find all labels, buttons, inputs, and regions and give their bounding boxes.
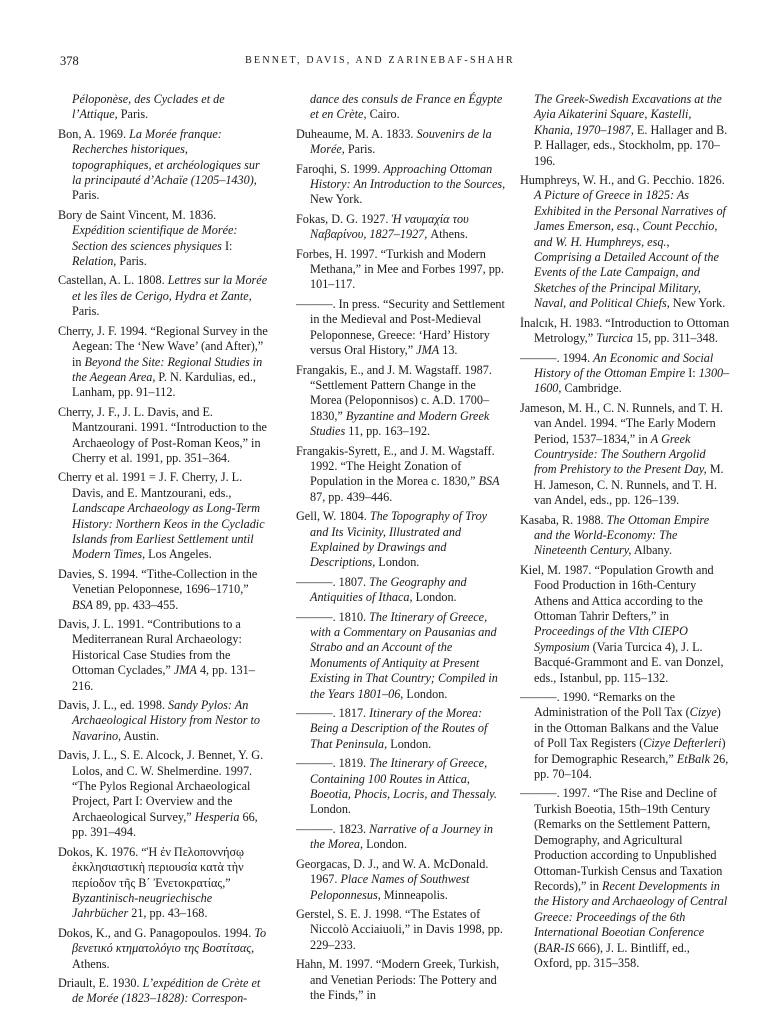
bibliography-entry: Davis, J. L. 1991. “Contributions to a Mediterranean Rural Archaeology: Historical Case Studies from the Ottoman Cyclades,” JMA 4, pp. 131–216. (58, 617, 255, 693)
bibliography-entry: Gerstel, S. E. J. 1998. “The Estates of Niccolò Acciaiuoli,” in Davis 1998, pp. 229–233. (296, 906, 503, 952)
bibliography-entry: Humphreys, W. H., and G. Pecchio. 1826. A Picture of Greece in 1825: As Exhibited in the Personal Narratives of James Emerson, esq., Count Pecchio, and W. H. Humphreys, esq., Comprising a Detailed Account of the Events of the Late Campaign, and Sketches of the Principal Military, Naval, and Political Chiefs, New York. (520, 173, 726, 311)
bibliography-entry: Bon, A. 1969. La Morée franque: Recherches historiques, topographiques, et archéologiques sur la principauté d’Achaïe (1205–1430), Paris. (58, 126, 260, 203)
bibliography-entry: Dokos, K., and G. Panagopoulos. 1994. Το βενετικό κτηματολόγιο της Βοστίτσας, Athens. (58, 925, 267, 971)
bibliography-entry: Kiel, M. 1987. “Population Growth and Food Production in 16th-Century Athens and Attica according to the Ottoman Tahrir Defters,” in Proceedings of the VIth CIEPO Symposium (Varia Turcica 4), J. L. Bacqué-Grammont and E. van Donzel, eds., Istanbul, pp. 115–132. (520, 562, 724, 685)
bibliography-entry: ———. 1817. Itinerary of the Morea: Being a Description of the Routes of That Peninsula, London. (296, 706, 488, 751)
bibliography-entry: Driault, E. 1930. L’expédition de Crète et de Morée (1823–1828): Correspon- (58, 975, 261, 1006)
bibliography-entry: Georgacas, D. J., and W. A. McDonald. 1967. Place Names of Southwest Peloponnesus, Minneapolis. (296, 856, 489, 902)
bibliography-column-3 (520, 92, 730, 975)
bibliography-entry: Cherry, J. F., J. L. Davis, and E. Mantzourani. 1991. “Introduction to the Archaeology of Post-Roman Keos,” in Cherry et al. 1991, pp. 351–364. (58, 404, 267, 465)
bibliography-entry: Kasaba, R. 1988. The Ottoman Empire and the World-Economy: The Nineteenth Century, Albany. (520, 512, 710, 558)
bibliography-entry: Faroqhi, S. 1999. Approaching Ottoman History: An Introduction to the Sources, New York. (296, 161, 506, 207)
bibliography-entry: Jameson, M. H., C. N. Runnels, and T. H. van Andel. 1994. “The Early Modern Period, 1537–1834,” in A Greek Countryside: The Southern Argolid from Prehistory to the Present Day, M. H. Jameson, C. N. Runnels, and T. H. van Andel, eds., pp. 126–139. (520, 400, 724, 508)
bibliography-entry: Frangakis, E., and J. M. Wagstaff. 1987. “Settlement Pattern Change in the Morea (Peloponnisos) c. A.D. 1700–1830,” Byzantine and Modern Greek Studies 11, pp. 163–192. (296, 362, 492, 439)
bibliography-entry: Duheaume, M. A. 1833. Souvenirs de la Morée, Paris. (296, 126, 492, 157)
bibliography-entry: ———. 1997. “The Rise and Decline of Turkish Boeotia, 15th–19th Century (Remarks on the Settlement Pattern, Demography, and Agricultural Production according to Unpublished Ottoman-Turkish Census and Taxation Records),” in Recent Developments in the History and Archaeology of Central Greece: Proceedings of the 6th International Boeotian Conference (BAR-IS 666), J. L. Bintliff, ed., Oxford, pp. 315–358. (520, 786, 728, 970)
bibliography-entry: ———. 1990. “Remarks on the Administration of the Poll Tax (Cizye) in the Ottoman Balkans and the Value of Poll Tax Registers (Cizye Defterleri) for Demographic Research,” EtBalk 26, pp. 70–104. (520, 690, 729, 782)
bibliography-entry: Forbes, H. 1997. “Turkish and Modern Methana,” in Mee and Forbes 1997, pp. 101–117. (296, 246, 504, 292)
bibliography-entry: Cherry, J. F. 1994. “Regional Survey in the Aegean: The ‘New Wave’ (and After),” in Beyond the Site: Regional Studies in the Aegean Area, P. N. Kardulias, ed., Lanham, pp. 91–112. (58, 323, 268, 400)
bibliography-entry: ———. 1994. An Economic and Social History of the Ottoman Empire I: 1300–1600, Cambridge. (520, 350, 730, 396)
bibliography-entry: Dokos, K. 1976. “Ἡ ἐν Πελοποννήσῳ ἐκκλησιαστικὴ περιουσία κατὰ τὴν περίοδον τῆς Β΄ Ἐνετοκρατίας,” Byzantinisch-neugriechische Jahrbücher 21, pp. 43–168. (58, 844, 245, 921)
bibliography-entry: ———. 1823. Narrative of a Journey in the Morea, London. (296, 821, 494, 852)
bibliography-entry: Davis, J. L., ed. 1998. Sandy Pylos: An Archaeological History from Nestor to Navarino, Austin. (58, 698, 260, 743)
bibliography-column-1 (58, 92, 268, 1011)
bibliography-entry: Bory de Saint Vincent, M. 1836. Expédition scientifique de Morée: Section des sciences physiques I: Relation, Paris. (58, 207, 238, 269)
bibliography-entry: dance des consuls de France en Égypte et en Crète, Cairo. (310, 92, 503, 122)
bibliography-column-2 (296, 92, 506, 1007)
bibliography-entry: Fokas, D. G. 1927. Ἡ ναυμαχία του Ναβαρίνου, 1827–1927, Athens. (296, 211, 469, 242)
running-head: BENNET, DAVIS, AND ZARINEBAF-SHAHR (245, 55, 515, 66)
bibliography-entry: Hahn, M. 1997. “Modern Greek, Turkish, and Venetian Periods: The Pottery and the Finds,” in (296, 957, 500, 1002)
bibliography-entry: Cherry et al. 1991 = J. F. Cherry, J. L. Davis, and E. Mantzourani, eds., Landscape Archaeology as Long-Term History: Northern Keos in the Cycladic Islands from Earliest Settlement until Modern Times, Los Angeles. (58, 470, 265, 562)
bibliography-entry: İnalcık, H. 1983. “Introduction to Ottoman Metrology,” Turcica 15, pp. 311–348. (520, 315, 730, 346)
bibliography-entry: The Greek-Swedish Excavations at the Ayia Aikaterini Square, Kastelli, Khania, 1970–1987, E. Hallager and B. P. Hallager, eds., Stockholm, pp. 170–196. (534, 92, 728, 168)
bibliography-entry: Davies, S. 1994. “Tithe-Collection in the Venetian Peloponnese, 1696–1710,” BSA 89, pp. 433–455. (58, 566, 258, 612)
bibliography-entry: Frangakis-Syrett, E., and J. M. Wagstaff. 1992. “The Height Zonation of Population in the Morea c. 1830,” BSA 87, pp. 439–446. (296, 443, 500, 504)
bibliography-entry: Davis, J. L., S. E. Alcock, J. Bennet, Y. G. Lolos, and C. W. Shelmerdine. 1997. “The Pylos Regional Archaeological Project, Part I: Overview and the Archaeological Survey,” Hesperia 66, pp. 391–494. (58, 748, 264, 840)
bibliography-entry: Péloponèse, des Cyclades et de l’Attique, Paris. (72, 92, 225, 122)
bibliography-entry: ———. 1819. The Itinerary of Greece, Containing 100 Routes in Attica, Boeotia, Phocis, Locris, and Thessaly. London. (296, 756, 497, 817)
bibliography-entry: ———. 1810. The Itinerary of Greece, with a Commentary on Pausanias and Strabo and an Account of the Monuments of Antiquity at Present Existing in That Country; Compiled in the Years 1801–06, London. (296, 609, 498, 701)
bibliography-entry: Gell, W. 1804. The Topography of Troy and Its Vicinity, Illustrated and Explained by Drawings and Descriptions, London. (296, 509, 488, 570)
bibliography-entry: ———. In press. “Security and Settlement in the Medieval and Post-Medieval Peloponnese, Greece: ‘Hard’ History versus Oral History,” JMA 13. (296, 296, 505, 358)
bibliography-entry: Castellan, A. L. 1808. Lettres sur la Morée et les îles de Cerigo, Hydra et Zante, Paris. (58, 273, 268, 319)
bibliography-entry: ———. 1807. The Geography and Antiquities of Ithaca, London. (296, 574, 467, 605)
page-number: 378 (60, 54, 79, 68)
